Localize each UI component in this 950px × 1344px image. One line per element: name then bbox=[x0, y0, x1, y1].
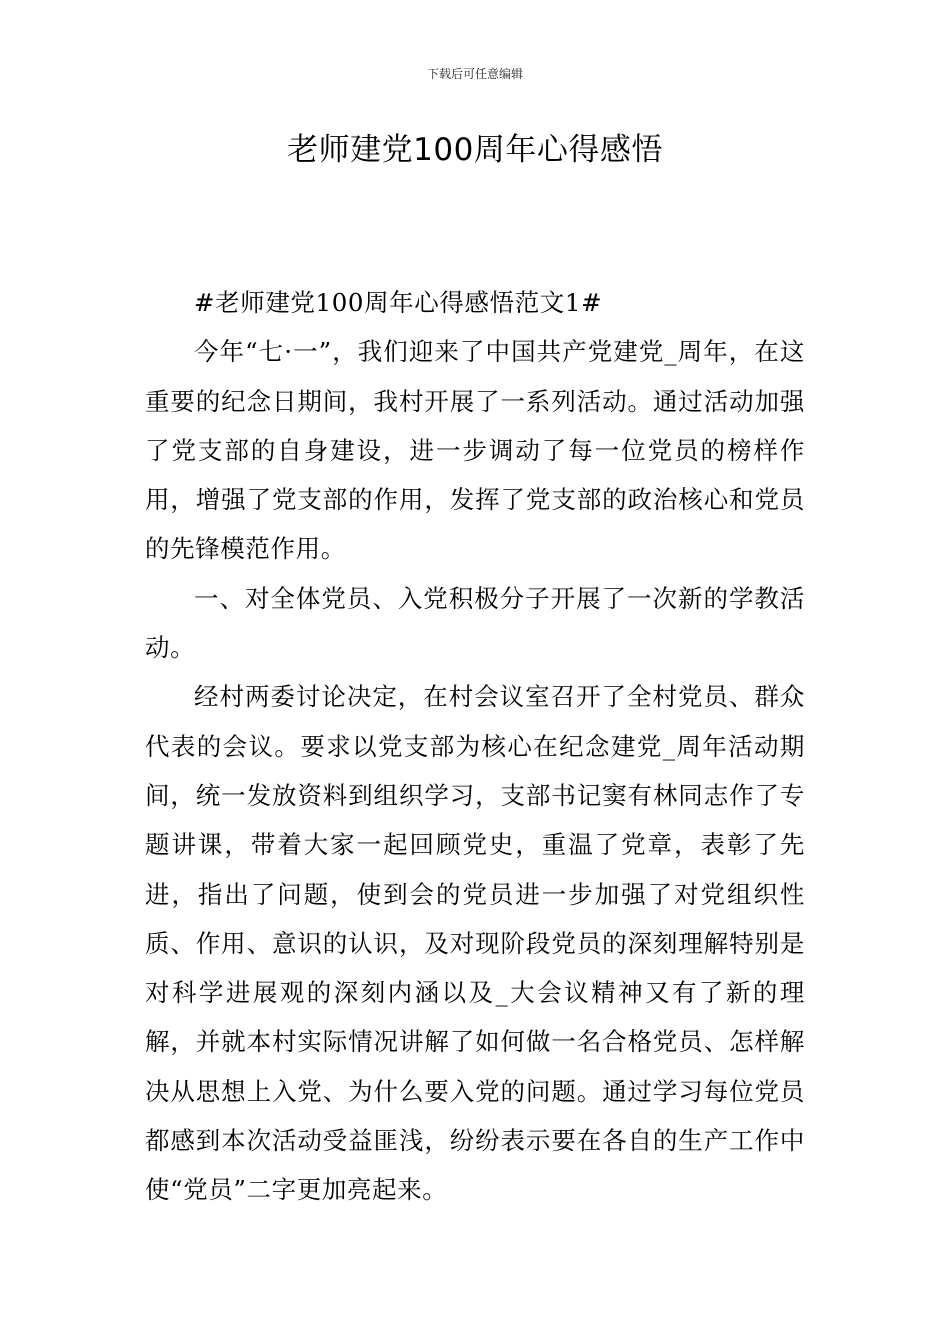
paragraph-subtitle: #老师建党100周年心得感悟范文1# bbox=[194, 288, 603, 317]
document-body bbox=[145, 278, 805, 1215]
paragraph-meeting: 经村两委讨论决定，在村会议室召开了全村党员、群众代表的会议。要求以党支部为核心在纪念建党_周年活动期间，统一发放资料到组织学习，支部书记窦有林同志作了专题讲课，带着大家一起回顾党史，重温了党章，表彰了先进，指出了问题，使到会的党员进一步加强了对党组织性质、作用、意识的认识，及对现阶段党员的深刻理解特别是对科学进展观的深刻内涵以及_大会议精神又有了新的理解，并就本村实际情况讲解了如何做一名合格党员、怎样解决从思想上入党、为什么要入党的问题。通过学习每位党员都感到本次活动受益匪浅，纷纷表示要在各自的生产工作中使“党员”二字更加亮起来。 bbox=[145, 682, 805, 1205]
paragraph-intro: 今年“七·一”，我们迎来了中国共产党建党_周年，在这重要的纪念日期间，我村开展了一系列活动。通过活动加强了党支部的自身建设，进一步调动了每一位党员的榜样作用，增强了党支部的作用，发挥了党支部的政治核心和党员的先锋模范作用。 bbox=[145, 337, 805, 564]
header-note: 下载后可任意编辑 bbox=[426, 67, 523, 81]
paragraph-section-heading: 一、对全体党员、入党积极分子开展了一次新的学教活动。 bbox=[145, 583, 805, 663]
document-title: 老师建党100周年心得感悟 bbox=[287, 132, 663, 168]
